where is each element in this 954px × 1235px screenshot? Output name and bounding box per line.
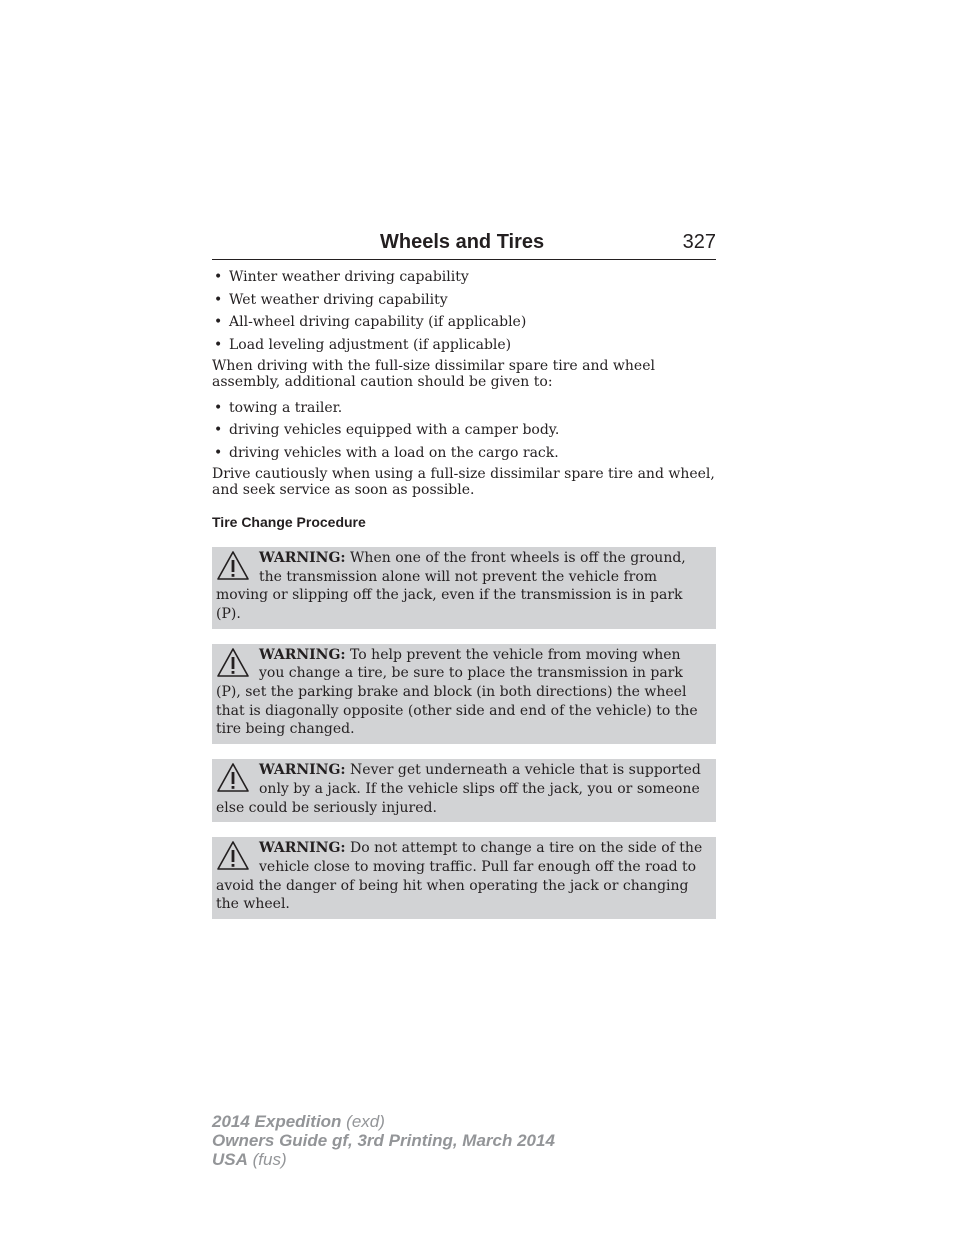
footer-line: Owners Guide gf, 3rd Printing, March 2014 [212,1131,555,1150]
paragraph-drive-cautiously: Drive cautiously when using a full-size dissimilar spare tire and wheel, and seek service as soon as possible. [212,465,715,499]
warning-triangle-icon [216,647,250,679]
subheading-tire-change: Tire Change Procedure [212,513,366,530]
bullet-list-capabilities [212,266,716,357]
warning-text: Do not attempt to change a tire on the side of the vehicle close to moving traffic. Pull far enough off the road to avoid the danger of being hit when operating the jack or changing the wheel. [216,840,703,913]
page-content [212,266,716,934]
bullet-list-cautions [212,397,716,465]
page-header [212,229,716,260]
list-item: • Winter weather driving capability [214,269,469,285]
warning-label: WARNING: [259,549,346,566]
warning-label: WARNING: [259,840,346,857]
page-footer [212,1112,555,1169]
warning-text: To help prevent the vehicle from moving when you change a tire, be sure to place the transmission in park (P), set the parking brake and block (in both directions) the wheel that is diagonally opposite (other side and end of the vehicle) to the tire being changed. [216,646,698,738]
paragraph-caution: When driving with the full-size dissimilar spare tire and wheel assembly, additional caution should be given to: [212,357,655,391]
page-number: 327 [682,231,716,253]
warning-box [212,837,716,919]
section-title: Wheels and Tires [380,231,545,253]
warning-triangle-icon [216,840,250,872]
warning-text: When one of the front wheels is off the ground, the transmission alone will not prevent the vehicle from moving or slipping off the jack, even if the transmission is in park (P). [216,549,686,622]
list-item: • towing a trailer. [214,399,343,416]
warning-box [212,759,716,822]
list-item: • driving vehicles equipped with a camper body. [214,422,560,439]
footer-line: USA (fus) [212,1150,287,1169]
list-item: • All-wheel driving capability (if applicable) [214,314,527,331]
list-item: • Wet weather driving capability [214,291,448,308]
list-item: • Load leveling adjustment (if applicable) [214,337,512,354]
warning-triangle-icon [216,550,250,582]
warning-box [212,644,716,745]
warning-label: WARNING: [259,762,346,779]
warning-label: WARNING: [259,646,346,663]
list-item: • driving vehicles with a load on the cargo rack. [214,445,559,462]
warning-text: Never get underneath a vehicle that is supported only by a jack. If the vehicle slips off the jack, you or someone else could be seriously injured. [216,762,701,816]
warning-box [212,547,716,629]
footer-line: 2014 Expedition (exd) [212,1112,385,1131]
warning-triangle-icon [216,762,250,794]
